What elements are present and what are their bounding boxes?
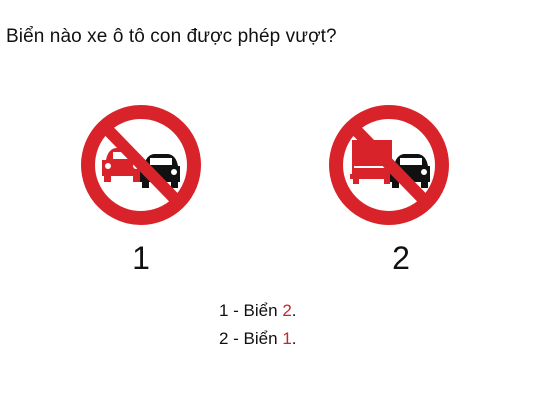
no-overtaking-truck-sign-icon (326, 102, 452, 228)
sign-2-number: 2 (392, 240, 410, 276)
answer-option-1-prefix: 1 - Biển (219, 301, 283, 320)
sign-1 (78, 102, 204, 228)
answer-option-1-number: 2 (282, 301, 292, 320)
sign-2 (326, 102, 452, 228)
answer-option-2[interactable] (219, 325, 297, 353)
answer-option-1-suffix: . (291, 301, 297, 320)
answer-option-2-prefix: 2 - Biển (219, 329, 283, 348)
answer-option-2-suffix: . (291, 329, 297, 348)
no-overtaking-car-sign-icon (78, 102, 204, 228)
answer-option-1[interactable] (219, 297, 297, 325)
answer-option-2-number: 1 (282, 329, 292, 348)
sign-1-number: 1 (132, 240, 150, 276)
question-text: Biển nào xe ô tô con được phép vượt? (6, 26, 337, 47)
